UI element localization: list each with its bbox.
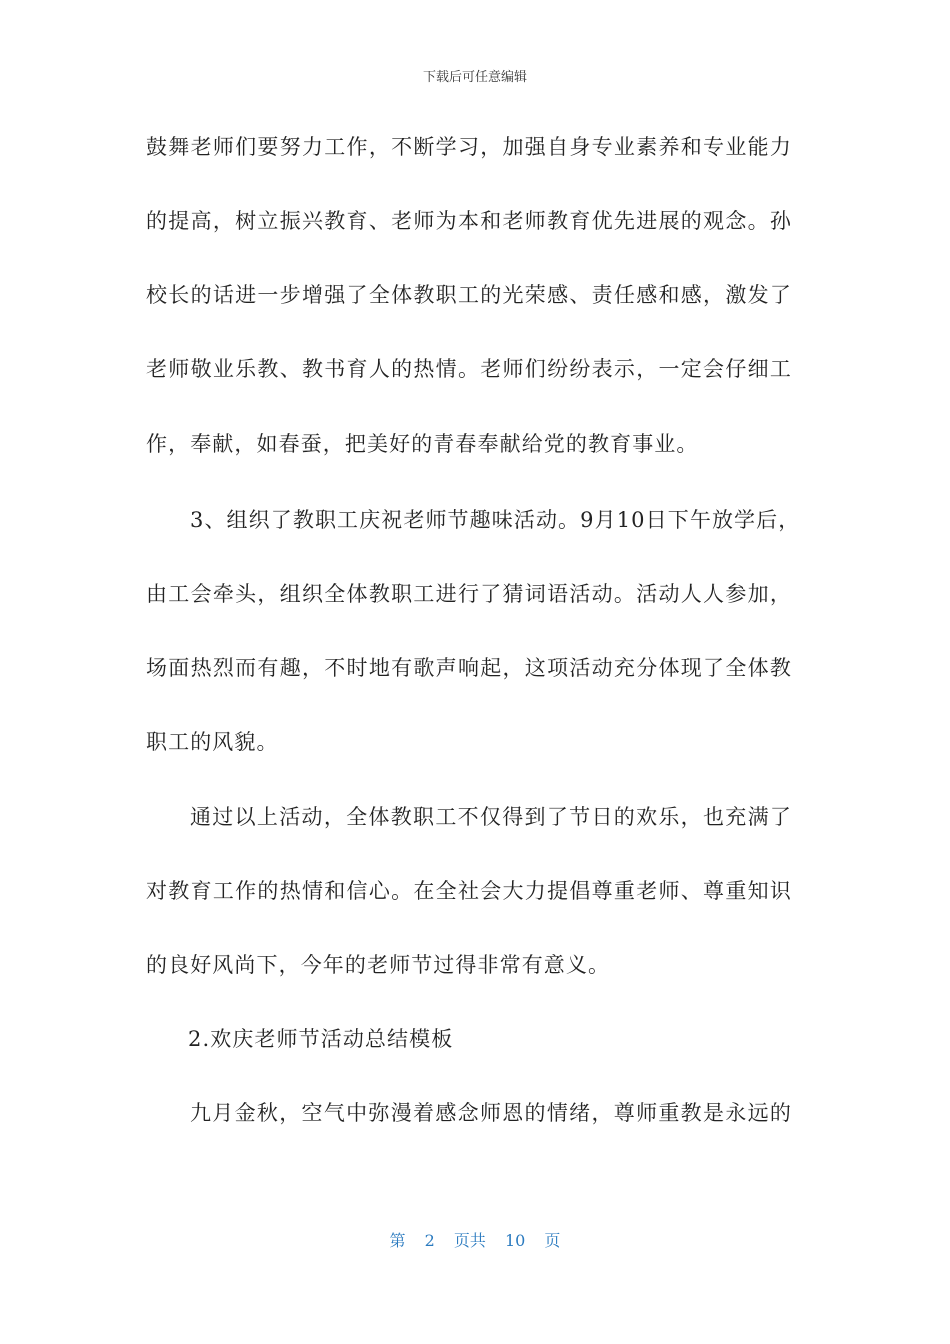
text-line: 通过以上活动，全体教职工不仅得到了节日的欢乐，也充满了 — [190, 805, 792, 829]
text-line: 校长的话进一步增强了全体教职工的光荣感、责任感和感，激发了 — [146, 283, 792, 307]
text-line: 的良好风尚下，今年的老师节过得非常有意义。 — [146, 953, 611, 977]
text-line: 老师敬业乐教、教书育人的热情。老师们纷纷表示，一定会仔细工 — [146, 357, 792, 381]
page-footer: 第 2 页共 10 页 — [389, 1231, 561, 1250]
text-line: 场面热烈而有趣，不时地有歌声响起，这项活动充分体现了全体教 — [146, 656, 792, 680]
text-line: 对教育工作的热情和信心。在全社会大力提倡尊重老师、尊重知识 — [146, 879, 792, 903]
text-line: 3、组织了教职工庆祝老师节趣味活动。9月10日下午放学后， — [190, 508, 801, 532]
text-line: 职工的风貌。 — [146, 730, 279, 754]
text-line: 鼓舞老师们要努力工作，不断学习，加强自身专业素养和专业能力 — [146, 135, 792, 159]
text-line: 的提高，树立振兴教育、老师为本和老师教育优先进展的观念。孙 — [146, 209, 792, 233]
text-line: 由工会牵头，组织全体教职工进行了猜词语活动。活动人人参加， — [146, 582, 792, 606]
text-line: 九月金秋，空气中弥漫着感念师恩的情绪，尊师重教是永远的 — [190, 1101, 792, 1125]
page-header: 下载后可任意编辑 — [422, 70, 527, 85]
section-heading: 2.欢庆老师节活动总结模板 — [188, 1027, 454, 1051]
text-line: 作，奉献，如春蚕，把美好的青春奉献给党的教育事业。 — [146, 432, 699, 456]
